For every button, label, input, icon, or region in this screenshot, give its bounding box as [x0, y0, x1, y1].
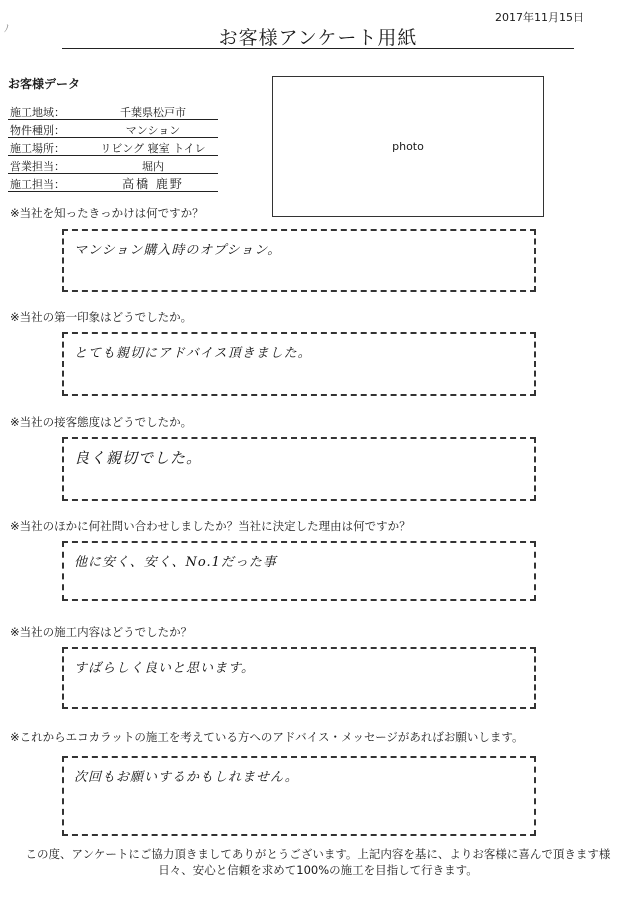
question-1: ※当社を知ったきっかけは何ですか？ [10, 206, 204, 220]
info-value: 千葉県松戸市 [120, 106, 186, 119]
handwritten-answer-5: すばらしく良いと思います。 [74, 661, 255, 676]
scan-mark: ﾉ [4, 24, 9, 35]
info-label: 物件種別： [10, 124, 65, 137]
customer-data-label: お客様データ [8, 77, 81, 91]
question-2: ※当社の第一印象はどうでしたか。 [10, 310, 193, 324]
photo-label: photo [392, 140, 424, 153]
handwritten-answer-3: 良く親切でした。 [74, 449, 203, 467]
question-6: ※これからエコカラットの施工を考えている方へのアドバイス・メッセージがあればお願いします。 [10, 730, 524, 744]
info-label: 営業担当： [10, 160, 65, 173]
answer-box-5 [62, 647, 536, 709]
form-date: 2017年11月15日 [495, 11, 584, 24]
handwritten-answer-4: 他に安く、安く、No.1だった事 [74, 555, 277, 570]
handwritten-answer-6: 次回もお願いするかもしれません。 [74, 770, 299, 785]
question-4: ※当社のほかに何社問い合わせしましたか？当社に決定した理由は何ですか？ [10, 519, 411, 533]
footer-line-2: 日々、安心と信頼を求めて100%の施工を目指して行きます。 [158, 863, 478, 877]
form-title: お客様アンケート用紙 [218, 27, 418, 49]
info-row-area [8, 103, 218, 120]
title-underline [62, 48, 574, 49]
info-label: 施工担当： [10, 178, 65, 191]
info-value-handwritten: 高橋 鹿野 [122, 177, 184, 191]
info-row-installer [8, 175, 218, 192]
handwritten-answer-1: マンション購入時のオプション。 [74, 243, 282, 258]
info-row-property-type [8, 121, 218, 138]
answer-box-1 [62, 229, 536, 292]
footer-line-1: この度、アンケートにご協力頂きましてありがとうございます。上記内容を基に、よりお客様に喜んで頂きます様 [25, 847, 611, 861]
info-label: 施工地域： [10, 106, 65, 119]
info-value: リビング 寝室 トイレ [100, 142, 206, 155]
answer-box-3 [62, 437, 536, 501]
info-value: 堀内 [142, 160, 164, 173]
answer-box-4 [62, 541, 536, 601]
info-value: マンション [125, 124, 181, 137]
info-label: 施工場所： [10, 142, 65, 155]
handwritten-answer-2: とても親切にアドバイス頂きました。 [74, 346, 312, 361]
question-5: ※当社の施工内容はどうでしたか？ [10, 625, 193, 639]
info-row-location [8, 139, 218, 156]
answer-box-6 [62, 756, 536, 836]
answer-box-2 [62, 332, 536, 396]
info-row-sales-rep [8, 157, 218, 174]
question-3: ※当社の接客態度はどうでしたか。 [10, 415, 193, 429]
